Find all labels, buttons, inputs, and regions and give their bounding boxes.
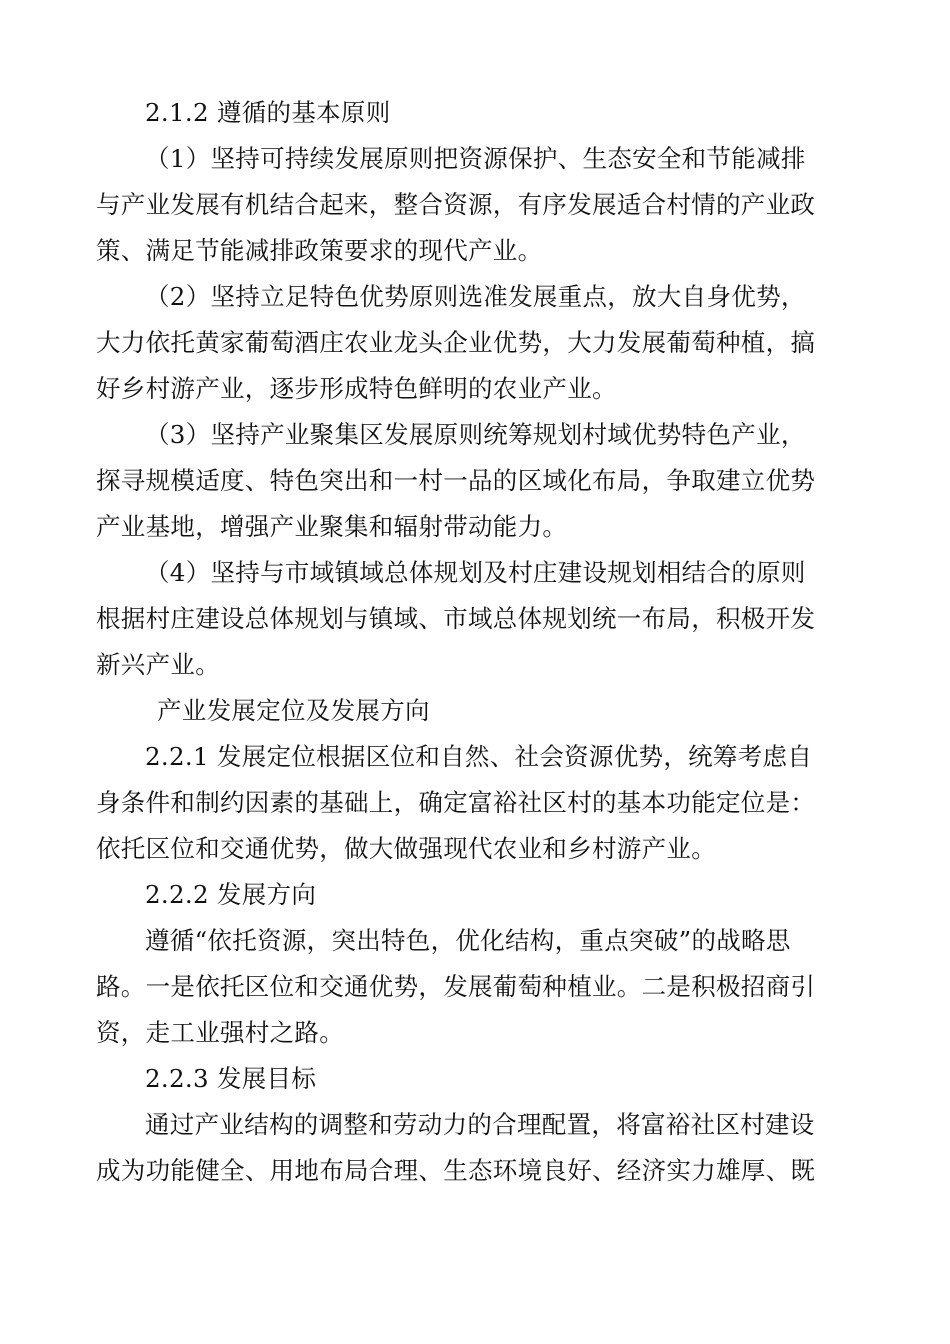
heading-2-2-2: 2.2.2 发展方向 [145,880,317,909]
paragraph-1-line-3: 策、满足节能减排政策要求的现代产业。 [96,236,543,265]
heading-2-2-3: 2.2.3 发展目标 [145,1064,317,1093]
paragraph-2-line-3: 好乡村游产业，逐步形成特色鲜明的农业产业。 [96,374,617,403]
paragraph-2-line-2: 大力依托黄家葡萄酒庄农业龙头企业优势，大力发展葡萄种植，搞 [96,328,816,357]
heading-2-1-2: 2.1.2 遵循的基本原则 [145,98,391,127]
paragraph-1-line-1: （1）坚持可持续发展原则把资源保护、生态安全和节能减排 [145,144,806,173]
paragraph-5-line-2: 身条件和制约因素的基础上，确定富裕社区村的基本功能定位是： [96,788,816,817]
paragraph-4-line-2: 根据村庄建设总体规划与镇域、市域总体规划统一布局，积极开发 [96,604,816,633]
paragraph-5-line-1: 2.2.1 发展定位根据区位和自然、社会资源优势，统筹考虑自 [145,742,813,771]
paragraph-2-line-1: （2）坚持立足特色优势原则选准发展重点，放大自身优势， [145,282,806,311]
paragraph-1-line-2: 与产业发展有机结合起来，整合资源，有序发展适合村情的产业政 [96,190,816,219]
paragraph-3-line-3: 产业基地，增强产业聚集和辐射带动能力。 [96,512,568,541]
paragraph-3-line-1: （3）坚持产业聚集区发展原则统筹规划村域优势特色产业， [145,420,806,449]
paragraph-7-line-2: 成为功能健全、用地布局合理、生态环境良好、经济实力雄厚、既 [96,1156,816,1185]
section-heading-2-2: 产业发展定位及发展方向 [157,696,430,725]
paragraph-4-line-1: （4）坚持与市域镇域总体规划及村庄建设规划相结合的原则 [145,558,806,587]
paragraph-6-line-3: 资，走工业强村之路。 [96,1018,344,1047]
paragraph-3-line-2: 探寻规模适度、特色突出和一村一品的区域化布局，争取建立优势 [96,466,816,495]
paragraph-6-line-1: 遵循“依托资源，突出特色，优化结构，重点突破”的战略思 [145,926,791,955]
paragraph-6-line-2: 路。一是依托区位和交通优势，发展葡萄种植业。二是积极招商引 [96,972,816,1001]
paragraph-5-line-3: 依托区位和交通优势，做大做强现代农业和乡村游产业。 [96,834,716,863]
paragraph-7-line-1: 通过产业结构的调整和劳动力的合理配置，将富裕社区村建设 [145,1110,815,1139]
paragraph-4-line-3: 新兴产业。 [96,650,220,679]
